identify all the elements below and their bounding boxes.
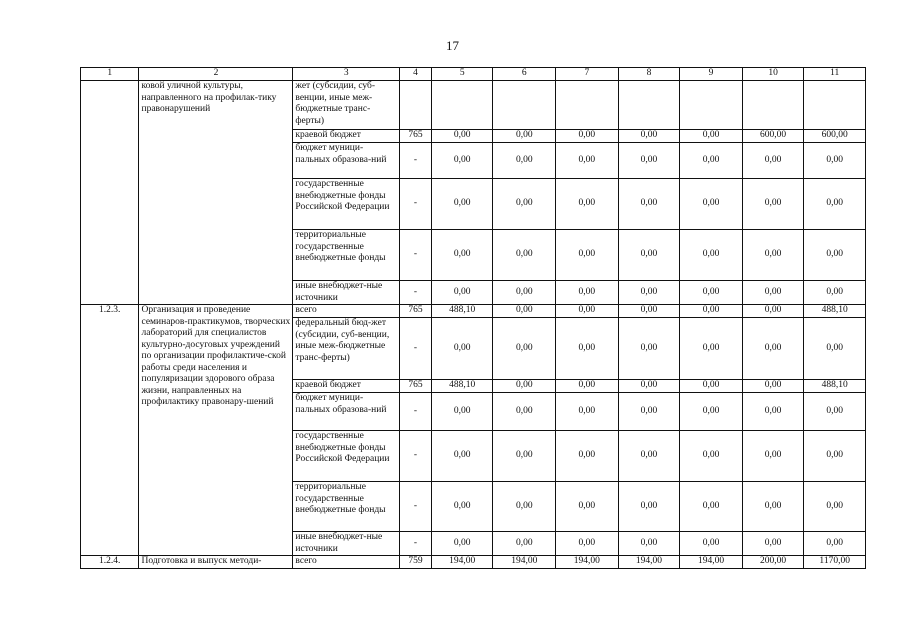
amount-cell: 0,00 bbox=[556, 305, 619, 318]
budget-code-cell: - bbox=[400, 318, 432, 380]
amount-cell: 0,00 bbox=[618, 305, 680, 318]
amount-cell: 0,00 bbox=[618, 179, 680, 230]
funding-source: всего bbox=[293, 556, 400, 569]
amount-cell: 0,00 bbox=[804, 230, 866, 281]
amount-cell: 0,00 bbox=[742, 281, 804, 305]
amount-cell: 0,00 bbox=[431, 431, 493, 482]
amount-cell: 0,00 bbox=[742, 393, 804, 431]
amount-cell: 0,00 bbox=[493, 281, 556, 305]
amount-cell: 0,00 bbox=[742, 431, 804, 482]
column-header: 1 bbox=[81, 68, 139, 81]
funding-source: государственные внебюджетные фонды Российской Федерации bbox=[293, 431, 400, 482]
amount-cell: 0,00 bbox=[680, 532, 743, 556]
amount-cell: 0,00 bbox=[680, 393, 743, 431]
amount-cell: 0,00 bbox=[493, 305, 556, 318]
budget-code-cell: - bbox=[400, 393, 432, 431]
amount-cell bbox=[804, 81, 866, 130]
amount-cell: 0,00 bbox=[493, 532, 556, 556]
amount-cell: 0,00 bbox=[742, 318, 804, 380]
amount-cell: 0,00 bbox=[742, 230, 804, 281]
amount-cell: 0,00 bbox=[680, 130, 743, 143]
item-code: 1.2.3. bbox=[81, 305, 139, 556]
amount-cell: 0,00 bbox=[804, 281, 866, 305]
amount-cell: 0,00 bbox=[431, 318, 493, 380]
amount-cell: 0,00 bbox=[804, 143, 866, 179]
funding-source: иные внебюджет-ные источники bbox=[293, 281, 400, 305]
table-row bbox=[81, 305, 866, 318]
amount-cell: 200,00 bbox=[742, 556, 804, 569]
budget-table bbox=[80, 67, 866, 569]
amount-cell: 0,00 bbox=[804, 532, 866, 556]
amount-cell: 0,00 bbox=[618, 532, 680, 556]
amount-cell: 0,00 bbox=[431, 281, 493, 305]
amount-cell: 0,00 bbox=[742, 482, 804, 532]
table-row bbox=[81, 81, 866, 130]
amount-cell: 0,00 bbox=[493, 318, 556, 380]
amount-cell bbox=[556, 81, 619, 130]
amount-cell: 0,00 bbox=[556, 143, 619, 179]
amount-cell: 0,00 bbox=[618, 230, 680, 281]
item-name: ковой уличной культуры, направленного на профилак-тику правонарушений bbox=[139, 81, 293, 305]
amount-cell: 0,00 bbox=[680, 179, 743, 230]
amount-cell: 0,00 bbox=[431, 532, 493, 556]
item-name: Организация и проведение семинаров-практикумов, творческих лабораторий для специалистов культурно-досуговых учреждений по организации профилактиче-ской работы среди населения и популяризации здорового образа жизни, направленных на профилактику правонару-шений bbox=[139, 305, 293, 556]
amount-cell: 0,00 bbox=[804, 431, 866, 482]
amount-cell: 0,00 bbox=[431, 393, 493, 431]
funding-source: всего bbox=[293, 305, 400, 318]
amount-cell: 0,00 bbox=[618, 143, 680, 179]
amount-cell: 0,00 bbox=[493, 431, 556, 482]
amount-cell: 0,00 bbox=[618, 482, 680, 532]
amount-cell: 0,00 bbox=[556, 179, 619, 230]
funding-source: жет (субсидии, суб-венции, иные меж-бюджетные транс-ферты) bbox=[293, 81, 400, 130]
funding-source: краевой бюджет bbox=[293, 130, 400, 143]
amount-cell: 0,00 bbox=[556, 393, 619, 431]
table-body bbox=[81, 81, 866, 569]
item-code: 1.2.4. bbox=[81, 556, 139, 569]
amount-cell: 488,10 bbox=[804, 305, 866, 318]
amount-cell: 0,00 bbox=[431, 143, 493, 179]
amount-cell: 0,00 bbox=[742, 179, 804, 230]
amount-cell: 0,00 bbox=[556, 380, 619, 393]
column-header: 7 bbox=[556, 68, 619, 81]
amount-cell: 0,00 bbox=[493, 230, 556, 281]
amount-cell bbox=[618, 81, 680, 130]
amount-cell: 0,00 bbox=[618, 318, 680, 380]
amount-cell: 0,00 bbox=[493, 380, 556, 393]
budget-code-cell: 765 bbox=[400, 380, 432, 393]
amount-cell: 0,00 bbox=[493, 143, 556, 179]
amount-cell: 0,00 bbox=[618, 130, 680, 143]
table-row bbox=[81, 556, 866, 569]
amount-cell: 0,00 bbox=[493, 179, 556, 230]
funding-source: бюджет муници-пальных образова-ний bbox=[293, 143, 400, 179]
amount-cell: 0,00 bbox=[742, 532, 804, 556]
funding-source: федеральный бюд-жет (субсидии, суб-венции, иные меж-бюджетные транс-ферты) bbox=[293, 318, 400, 380]
amount-cell: 0,00 bbox=[618, 393, 680, 431]
amount-cell: 0,00 bbox=[680, 305, 743, 318]
amount-cell: 0,00 bbox=[556, 482, 619, 532]
amount-cell: 0,00 bbox=[431, 179, 493, 230]
amount-cell: 0,00 bbox=[556, 532, 619, 556]
column-header: 10 bbox=[742, 68, 804, 81]
header-row bbox=[81, 68, 866, 81]
amount-cell: 0,00 bbox=[742, 143, 804, 179]
column-header: 4 bbox=[400, 68, 432, 81]
amount-cell: 0,00 bbox=[680, 230, 743, 281]
amount-cell: 194,00 bbox=[618, 556, 680, 569]
amount-cell: 0,00 bbox=[804, 318, 866, 380]
amount-cell: 0,00 bbox=[556, 281, 619, 305]
amount-cell: 194,00 bbox=[493, 556, 556, 569]
amount-cell: 0,00 bbox=[431, 482, 493, 532]
amount-cell: 1170,00 bbox=[804, 556, 866, 569]
amount-cell: 0,00 bbox=[680, 318, 743, 380]
funding-source: иные внебюджет-ные источники bbox=[293, 532, 400, 556]
amount-cell: 0,00 bbox=[680, 380, 743, 393]
amount-cell: 0,00 bbox=[618, 281, 680, 305]
budget-code-cell: - bbox=[400, 431, 432, 482]
budget-code-cell: - bbox=[400, 179, 432, 230]
amount-cell: 488,10 bbox=[431, 305, 493, 318]
amount-cell: 194,00 bbox=[680, 556, 743, 569]
amount-cell bbox=[431, 81, 493, 130]
budget-code-cell: - bbox=[400, 482, 432, 532]
amount-cell: 0,00 bbox=[493, 130, 556, 143]
amount-cell: 0,00 bbox=[556, 130, 619, 143]
amount-cell bbox=[742, 81, 804, 130]
amount-cell: 0,00 bbox=[680, 281, 743, 305]
funding-source: краевой бюджет bbox=[293, 380, 400, 393]
amount-cell: 600,00 bbox=[804, 130, 866, 143]
column-header: 3 bbox=[293, 68, 400, 81]
amount-cell: 0,00 bbox=[431, 130, 493, 143]
amount-cell: 0,00 bbox=[493, 393, 556, 431]
amount-cell: 194,00 bbox=[556, 556, 619, 569]
amount-cell: 0,00 bbox=[804, 179, 866, 230]
budget-code-cell: - bbox=[400, 532, 432, 556]
budget-code-cell: 765 bbox=[400, 305, 432, 318]
budget-code-cell: 765 bbox=[400, 130, 432, 143]
amount-cell: 0,00 bbox=[556, 431, 619, 482]
funding-source: государственные внебюджетные фонды Российской Федерации bbox=[293, 179, 400, 230]
column-header: 11 bbox=[804, 68, 866, 81]
amount-cell: 0,00 bbox=[742, 380, 804, 393]
amount-cell: 0,00 bbox=[742, 305, 804, 318]
funding-source: территориальные государственные внебюджетные фонды bbox=[293, 230, 400, 281]
amount-cell: 0,00 bbox=[680, 143, 743, 179]
amount-cell: 0,00 bbox=[493, 482, 556, 532]
column-header: 8 bbox=[618, 68, 680, 81]
amount-cell: 0,00 bbox=[680, 482, 743, 532]
item-name: Подготовка и выпуск методи- bbox=[139, 556, 293, 569]
amount-cell: 194,00 bbox=[431, 556, 493, 569]
column-header: 9 bbox=[680, 68, 743, 81]
amount-cell: 0,00 bbox=[556, 318, 619, 380]
amount-cell: 0,00 bbox=[680, 431, 743, 482]
amount-cell bbox=[680, 81, 743, 130]
amount-cell: 600,00 bbox=[742, 130, 804, 143]
column-header: 2 bbox=[139, 68, 293, 81]
budget-code-cell: - bbox=[400, 230, 432, 281]
column-header: 6 bbox=[493, 68, 556, 81]
amount-cell: 0,00 bbox=[618, 380, 680, 393]
budget-code-cell: - bbox=[400, 143, 432, 179]
amount-cell bbox=[493, 81, 556, 130]
amount-cell: 0,00 bbox=[804, 482, 866, 532]
column-header: 5 bbox=[431, 68, 493, 81]
budget-code-cell: - bbox=[400, 281, 432, 305]
amount-cell: 0,00 bbox=[431, 230, 493, 281]
funding-source: бюджет муници-пальных образова-ний bbox=[293, 393, 400, 431]
funding-source: территориальные государственные внебюджетные фонды bbox=[293, 482, 400, 532]
amount-cell: 0,00 bbox=[804, 393, 866, 431]
amount-cell: 0,00 bbox=[556, 230, 619, 281]
budget-code-cell: 759 bbox=[400, 556, 432, 569]
amount-cell: 488,10 bbox=[804, 380, 866, 393]
page-number: 17 bbox=[446, 38, 459, 53]
budget-code-cell bbox=[400, 81, 432, 130]
item-code bbox=[81, 81, 139, 305]
amount-cell: 488,10 bbox=[431, 380, 493, 393]
amount-cell: 0,00 bbox=[618, 431, 680, 482]
